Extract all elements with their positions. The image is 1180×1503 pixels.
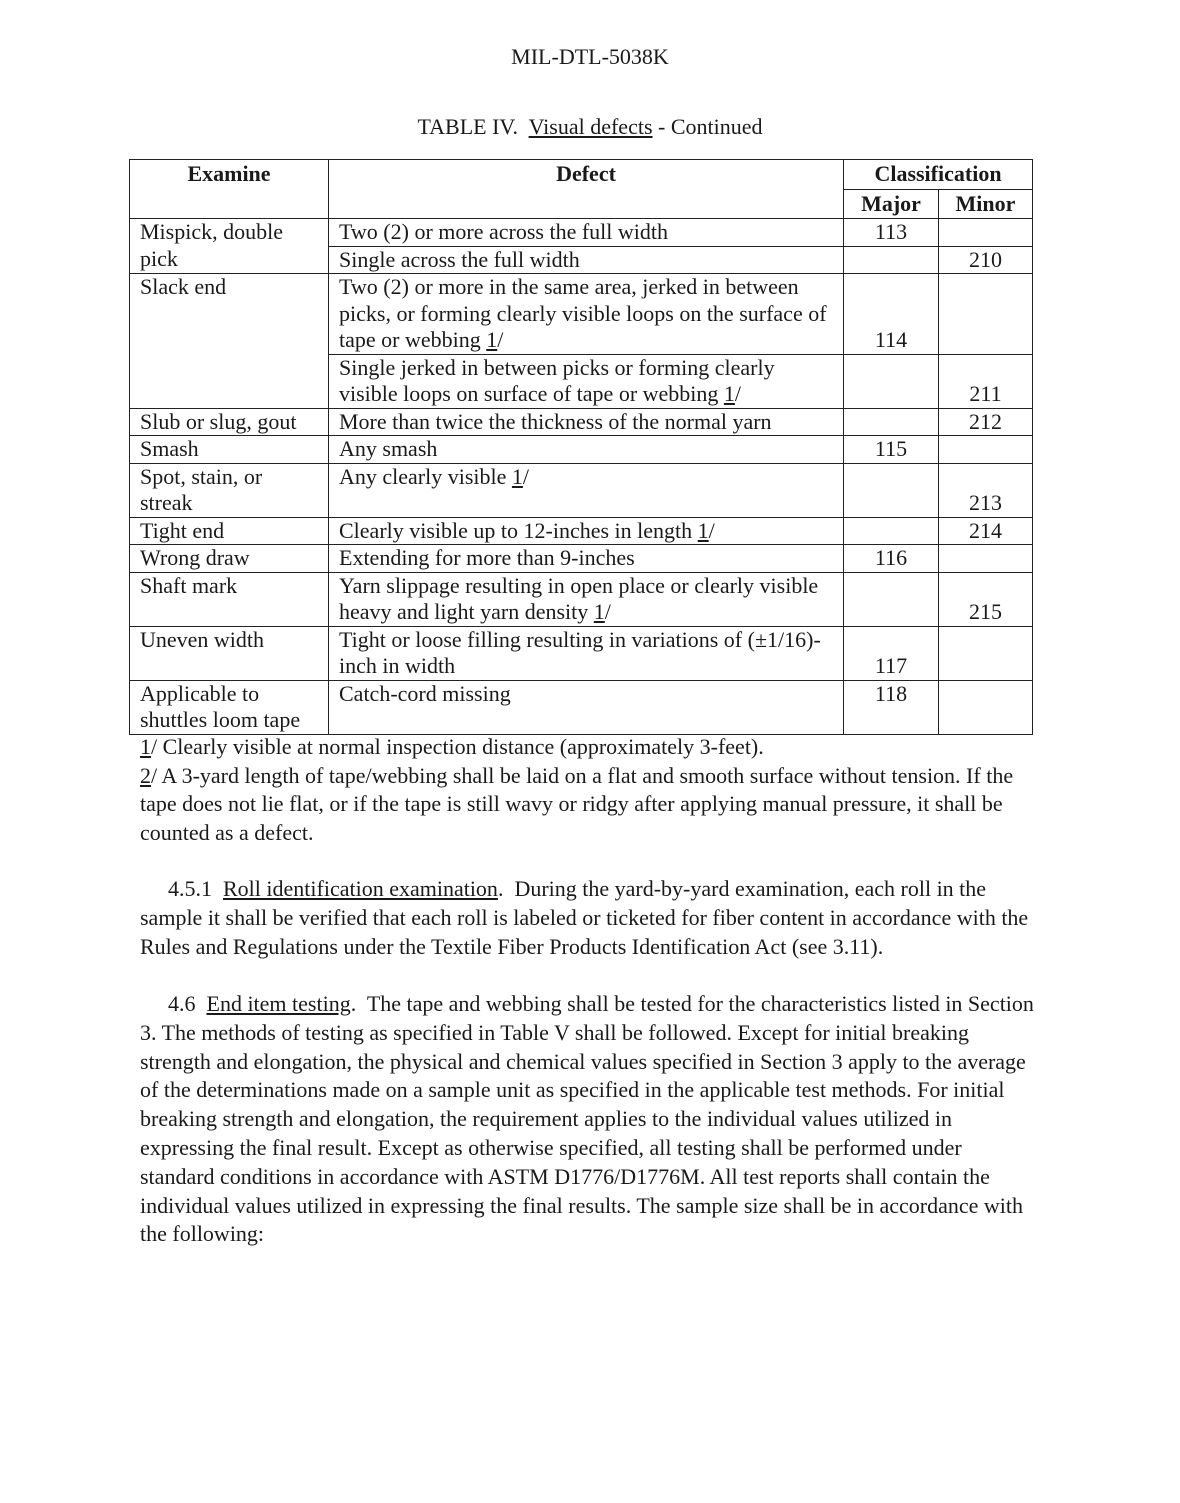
cell-minor <box>939 680 1033 734</box>
cell-defect: Single jerked in between picks or forming clearly visible loops on surface of tape or webbing 1/ <box>329 354 844 408</box>
footnote: 2/ A 3-yard length of tape/webbing shall be laid on a flat and smooth surface without tension. If the tape does not lie flat, or if the tape is still wavy or ridgy after applying manual pressure, it shall be counted as a defect. <box>140 762 1014 845</box>
cell-defect: Extending for more than 9-inches <box>329 545 844 573</box>
cell-defect: Any clearly visible 1/ <box>329 463 844 517</box>
section-body: During the yard-by-yard examination, each roll in the sample it shall be verified that each roll is labeled or ticketed for fiber content in accordance with the Rules and Regulations under the Textile Fiber Products Identification Act (see 3.11). <box>140 876 1029 959</box>
cell-minor <box>939 545 1033 573</box>
cell-defect: Tight or loose filling resulting in variations of (±1/16)-inch in width <box>329 626 844 680</box>
note-ref: 1 <box>723 381 735 406</box>
table-row <box>130 436 1033 464</box>
cell-minor <box>939 626 1033 680</box>
cell-examine: Slub or slug, gout <box>130 408 329 436</box>
footnote-mark: 2 <box>140 762 151 788</box>
visual-defects-table <box>129 159 1033 735</box>
col-header-minor: Minor <box>939 189 1033 219</box>
cell-examine: Slack end <box>130 274 329 409</box>
note-ref: 1 <box>486 327 498 352</box>
section-number: 4.5.1 <box>168 876 212 901</box>
section-4-5-1: 4.5.1 Roll identification examination. During the yard-by-yard examination, each roll in the sample it shall be verified that each roll is labeled or ticketed for fiber content in accordance with the Rules and Regulations under the Textile Fiber Products Identification Act (see 3.11). <box>140 876 1029 959</box>
cell-major <box>844 463 939 517</box>
cell-minor <box>939 436 1033 464</box>
cell-major: 113 <box>844 219 939 247</box>
section-title: End item testing <box>206 991 351 1016</box>
cell-minor: 211 <box>939 354 1033 408</box>
cell-examine: Spot, stain, or streak <box>130 463 329 517</box>
defect-text: Yarn slippage resulting in open place or clearly visible heavy and light yarn density <box>339 572 819 624</box>
table-row <box>130 219 1033 247</box>
cell-major: 117 <box>844 626 939 680</box>
cell-examine: Mispick, double pick <box>130 219 329 274</box>
cell-examine: Applicable to shuttles loom tape <box>130 680 329 734</box>
cell-examine: Smash <box>130 436 329 464</box>
section-4-6: 4.6 End item testing. The tape and webbing shall be tested for the characteristics listed in Section 3. The methods of testing as specified in Table V shall be followed. Except for initial breaking strength and elongation, the physical and chemical values specified in Section 3 apply to the average of the determinations made on a sample unit as specified in the applicable test methods. For initial breaking strength and elongation, the requirement applies to the individual values utilized in expressing the final result. Except as otherwise specified, all testing shall be performed under standard conditions in accordance with ASTM D1776/D1776M. All test reports shall contain the individual values utilized in expressing the final results. The sample size shall be in accordance with the following: <box>140 991 1034 1247</box>
col-header-examine: Examine <box>130 160 329 219</box>
table-row <box>130 408 1033 436</box>
caption-prefix: TABLE IV. <box>417 114 518 139</box>
section-number: 4.6 <box>168 991 196 1016</box>
cell-minor: 210 <box>939 246 1033 274</box>
cell-major: 115 <box>844 436 939 464</box>
cell-defect: Any smash <box>329 436 844 464</box>
cell-minor: 214 <box>939 517 1033 545</box>
cell-minor <box>939 274 1033 355</box>
cell-examine: Tight end <box>130 517 329 545</box>
section-title: Roll identification examination <box>223 876 498 901</box>
table-row <box>130 463 1033 517</box>
footnote-text: A 3-yard length of tape/webbing shall be laid on a flat and smooth surface without tension. If the tape does not lie flat, or if the tape is still wavy or ridgy after applying manual pressure, it shall be counted as a defect. <box>140 762 1014 845</box>
cell-major <box>844 246 939 274</box>
defect-text: Single jerked in between picks or forming clearly visible loops on surface of tape or webbing <box>339 354 775 406</box>
table-row <box>130 680 1033 734</box>
cell-major: 116 <box>844 545 939 573</box>
col-header-classification: Classification <box>844 160 1033 190</box>
col-header-defect: Defect <box>329 160 844 219</box>
col-header-major: Major <box>844 189 939 219</box>
caption-title: Visual defects <box>528 114 653 139</box>
defect-text: Two (2) or more in the same area, jerked in between picks, or forming clearly visible loops on the surface of tape or webbing <box>339 274 827 352</box>
defect-text: Clearly visible up to 12-inches in length <box>339 517 693 543</box>
cell-minor: 212 <box>939 408 1033 436</box>
table-footnotes <box>140 733 1040 847</box>
cell-major <box>844 354 939 408</box>
note-ref: 1 <box>697 517 709 543</box>
caption-suffix: - Continued <box>658 114 763 139</box>
cell-examine: Wrong draw <box>130 545 329 573</box>
cell-major: 118 <box>844 680 939 734</box>
footnote-text: Clearly visible at normal inspection distance (approximately 3-feet). <box>162 734 764 759</box>
cell-minor: 213 <box>939 463 1033 517</box>
cell-defect: Two (2) or more in the same area, jerked in between picks, or forming clearly visible loops on the surface of tape or webbing 1/ <box>329 274 844 355</box>
page-header-doc-id: MIL-DTL-5038K <box>511 44 669 69</box>
cell-defect: Two (2) or more across the full width <box>329 219 844 247</box>
table-row <box>130 545 1033 573</box>
cell-examine: Shaft mark <box>130 572 329 626</box>
table-row <box>130 274 1033 355</box>
table-row <box>130 517 1033 545</box>
defect-text: Any clearly visible <box>339 463 507 489</box>
table-row <box>130 572 1033 626</box>
footnote: 1/ Clearly visible at normal inspection distance (approximately 3-feet). <box>140 734 764 759</box>
table-header-row <box>130 160 1033 190</box>
footnote-mark: 1 <box>140 734 151 759</box>
cell-minor <box>939 219 1033 247</box>
cell-major: 114 <box>844 274 939 355</box>
cell-defect: More than twice the thickness of the normal yarn <box>329 408 844 436</box>
note-ref: 1 <box>593 599 605 624</box>
cell-defect: Single across the full width <box>329 246 844 274</box>
cell-defect: Clearly visible up to 12-inches in length 1/ <box>329 517 844 545</box>
cell-major <box>844 572 939 626</box>
cell-major <box>844 517 939 545</box>
section-body: The tape and webbing shall be tested for the characteristics listed in Section 3. The methods of testing as specified in Table V shall be followed. Except for initial breaking strength and elongation, the physical and chemical values specified in Section 3 apply to the average of the determinations made on a sample unit as specified in the applicable test methods. For initial breaking strength and elongation, the requirement applies to the individual values utilized in expressing the final result. Except as otherwise specified, all testing shall be performed under standard conditions in accordance with ASTM D1776/D1776M. All test reports shall contain the individual values utilized in expressing the final results. The sample size shall be in accordance with the following: <box>140 991 1034 1247</box>
cell-minor: 215 <box>939 572 1033 626</box>
cell-examine: Uneven width <box>130 626 329 680</box>
cell-major <box>844 408 939 436</box>
note-ref: 1 <box>511 463 523 489</box>
cell-defect: Yarn slippage resulting in open place or clearly visible heavy and light yarn density 1/ <box>329 572 844 626</box>
cell-defect: Catch-cord missing <box>329 680 844 734</box>
table-caption <box>0 114 1180 140</box>
table-row <box>130 626 1033 680</box>
